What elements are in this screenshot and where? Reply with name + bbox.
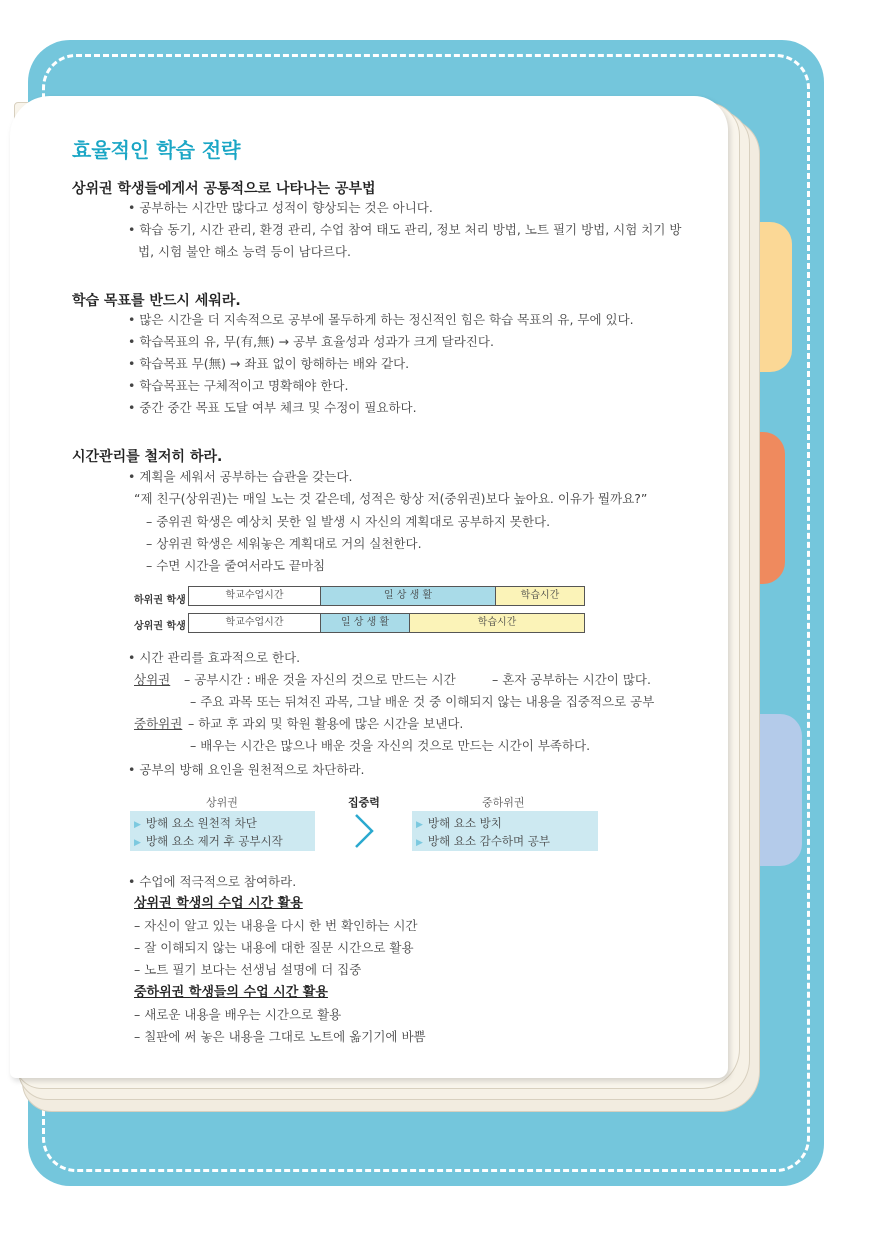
mid-line-2: – 배우는 시간은 많으나 배운 것을 자신의 것으로 만드는 시간이 부족하다. bbox=[190, 738, 591, 753]
triangle-bullet-icon: ▶ bbox=[134, 820, 141, 830]
timebar-lower-daily: 일 상 생 활 bbox=[320, 586, 496, 606]
section3-quote: “제 친구(상위권)는 매일 노는 것 같은데, 성적은 항상 저(중위권)보다 높아요. 이유가 뭘까요?” bbox=[134, 491, 648, 506]
upper-line-1: – 공부시간 : 배운 것을 자신의 것으로 만드는 시간 bbox=[184, 672, 456, 687]
compare-right-item-1: ▶ 방해 요소 방치 bbox=[416, 816, 502, 830]
compare-center-head: 집중력 bbox=[348, 796, 380, 809]
timebar-lower-study: 학습시간 bbox=[495, 586, 585, 606]
timebar-upper-study: 학습시간 bbox=[409, 613, 585, 633]
triangle-bullet-icon: ▶ bbox=[416, 838, 423, 848]
section2-item-5: • 중간 중간 목표 도달 여부 체크 및 수정이 필요하다. bbox=[128, 400, 417, 415]
timebar-upper-daily: 일 상 생 활 bbox=[320, 613, 410, 633]
mid-class-item-1: – 새로운 내용을 배우는 시간으로 활용 bbox=[134, 1007, 342, 1022]
timebar-label-upper: 상위권 학생 bbox=[134, 621, 186, 632]
timebar-lower-school: 학교수업시간 bbox=[188, 586, 321, 606]
timebar-upper-school: 학교수업시간 bbox=[188, 613, 321, 633]
section3-bullet-4: • 수업에 적극적으로 참여하라. bbox=[128, 874, 297, 889]
section2-item-3: • 학습목표 무(無) → 좌표 없이 항해하는 배와 같다. bbox=[128, 356, 410, 371]
upper-class-heading: 상위권 학생의 수업 시간 활용 bbox=[134, 896, 303, 911]
section3-dash-2: – 상위권 학생은 세워놓은 계획대로 거의 실천한다. bbox=[146, 536, 422, 551]
upper-class-item-1: – 자신이 알고 있는 내용을 다시 한 번 확인하는 시간 bbox=[134, 918, 418, 933]
mid-line-1: – 하교 후 과외 및 학원 활용에 많은 시간을 보낸다. bbox=[188, 716, 464, 731]
compare-right-head: 중하위권 bbox=[482, 796, 525, 809]
triangle-bullet-icon: ▶ bbox=[416, 820, 423, 830]
upper-label: 상위권 bbox=[134, 672, 171, 687]
section1-bullet-2-line1: • 학습 동기, 시간 관리, 환경 관리, 수업 참여 태도 관리, 정보 처리 방법, 노트 필기 방법, 시험 치기 방 bbox=[128, 222, 682, 237]
section1-heading: 상위권 학생들에게서 공통적으로 나타나는 공부법 bbox=[72, 181, 376, 197]
page-title: 효율적인 학습 전략 bbox=[72, 138, 241, 162]
section2-item-2: • 학습목표의 유, 무(有,無) → 공부 효율성과 성과가 크게 달라진다. bbox=[128, 334, 494, 349]
section3-bullet-3: • 공부의 방해 요인을 원천적으로 차단하라. bbox=[128, 762, 365, 777]
mid-label: 중하위권 bbox=[134, 716, 183, 731]
compare-left-item-2: ▶ 방해 요소 제거 후 공부시작 bbox=[134, 834, 283, 848]
section2-item-1: • 많은 시간을 더 지속적으로 공부에 몰두하게 하는 정신적인 힘은 학습 목표의 유, 무에 있다. bbox=[128, 312, 634, 327]
compare-left-head: 상위권 bbox=[206, 796, 238, 809]
timebar-label-lower: 하위권 학생 bbox=[134, 595, 186, 606]
mid-class-item-2: – 칠판에 써 놓은 내용을 그대로 노트에 옮기기에 바쁨 bbox=[134, 1029, 426, 1044]
upper-class-item-2: – 잘 이해되지 않는 내용에 대한 질문 시간으로 활용 bbox=[134, 940, 414, 955]
section3-bullet-2: • 시간 관리를 효과적으로 한다. bbox=[128, 650, 301, 665]
upper-class-item-3: – 노트 필기 보다는 선생님 설명에 더 집중 bbox=[134, 962, 362, 977]
section2-item-4: • 학습목표는 구체적이고 명확해야 한다. bbox=[128, 378, 349, 393]
section1-bullet-1: • 공부하는 시간만 많다고 성적이 향상되는 것은 아니다. bbox=[128, 200, 433, 215]
section3-bullet-1: • 계획을 세워서 공부하는 습관을 갖는다. bbox=[128, 469, 353, 484]
section2-heading: 학습 목표를 반드시 세워라. bbox=[72, 293, 241, 309]
section3-dash-3: – 수면 시간을 줄여서라도 끝마침 bbox=[146, 558, 326, 573]
compare-left-item-1: ▶ 방해 요소 원천적 차단 bbox=[134, 816, 257, 830]
section1-bullet-2-line2: 법, 시험 불안 해소 능력 등이 남다르다. bbox=[138, 244, 351, 259]
chevron-right-icon bbox=[350, 811, 378, 851]
mid-class-heading: 중하위권 학생들의 수업 시간 활용 bbox=[134, 985, 328, 1000]
section3-heading: 시간관리를 철저히 하라. bbox=[72, 449, 223, 465]
section3-dash-1: – 중위권 학생은 예상치 못한 일 발생 시 자신의 계획대로 공부하지 못한다. bbox=[146, 514, 551, 529]
upper-line-1b: – 혼자 공부하는 시간이 많다. bbox=[492, 672, 651, 687]
triangle-bullet-icon: ▶ bbox=[134, 838, 141, 848]
upper-line-2: – 주요 과목 또는 뒤쳐진 과목, 그날 배운 것 중 이해되지 않는 내용을 집중적으로 공부 bbox=[190, 694, 655, 709]
compare-right-item-2: ▶ 방해 요소 감수하며 공부 bbox=[416, 834, 550, 848]
